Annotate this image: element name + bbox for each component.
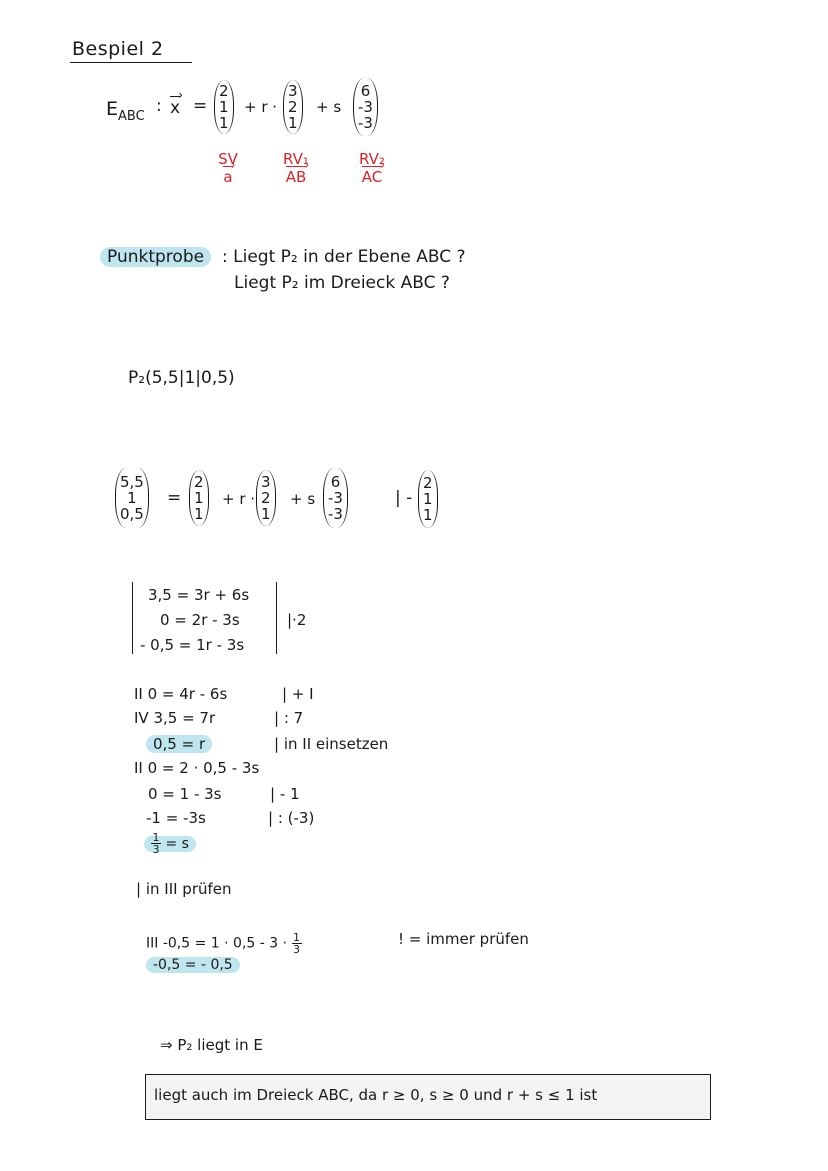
direction-vector-2: 6 -3 -3: [353, 78, 378, 136]
step-6: -1 = -3s: [146, 809, 206, 827]
system-row-1: 3,5 = 3r + 6s: [148, 586, 250, 604]
step-6-op: | : (-3): [268, 809, 315, 827]
direction-vector-1: 3 2 1: [283, 80, 303, 134]
question-1: : Liegt P₂ in der Ebene ABC ?: [222, 247, 466, 267]
plus-r: + r ·: [244, 98, 278, 116]
step-3-op: | in II einsetzen: [274, 735, 389, 753]
check-result: -0,5 = - 0,5: [146, 957, 240, 973]
system-row-2: 0 = 2r - 3s: [160, 611, 240, 629]
page-title: Bespiel 2: [72, 38, 164, 60]
eq-direction-vector-2: 6 -3 -3: [323, 468, 348, 528]
system-op: |·2: [287, 611, 307, 629]
check-equation: III -0,5 = 1 · 0,5 - 3 · $\frac{1}{3}$: [146, 931, 301, 956]
eq-direction-vector-1: 3 2 1: [256, 470, 276, 526]
rv1-note: RV₁ AB ›: [276, 150, 316, 186]
step-5-op: | - 1: [270, 785, 300, 803]
final-box: [145, 1074, 711, 1120]
system-row-3: - 0,5 = 1r - 3s: [140, 636, 245, 654]
title-underline: [70, 62, 192, 63]
note: ! = immer prüfen: [398, 930, 529, 948]
eq-plus-r: + r ·: [222, 490, 256, 508]
support-vector: 2 1 1: [214, 80, 234, 134]
plus-s: + s: [316, 98, 342, 116]
plane-colon: :: [156, 96, 162, 116]
rv2-note: RV₂ AC ›: [352, 150, 392, 186]
eq-support-vector: 2 1 1: [189, 470, 209, 526]
system-left-bar: [132, 582, 133, 654]
final-statement: liegt auch im Dreieck ABC, da r ≥ 0, s ≥ 0 und r + s ≤ 1 ist: [154, 1086, 598, 1104]
check-label: | in III prüfen: [136, 880, 232, 898]
lhs-vector: 5,5 1 0,5: [115, 468, 149, 528]
eq-equals: =: [167, 488, 182, 508]
conclusion: ⇒ P₂ liegt in E: [160, 1036, 263, 1054]
step-5: 0 = 1 - 3s: [148, 785, 222, 803]
step-2: IV 3,5 = 7r: [134, 709, 216, 727]
eq-subtract-op: | -: [395, 488, 413, 508]
plane-label: $E_{ABC}$: [106, 98, 145, 124]
eq-subtract-vector: 2 1 1: [418, 470, 438, 528]
eq-plus-s: + s: [290, 490, 316, 508]
x-vector-symbol: x ›: [170, 98, 180, 118]
plane-equals: =: [193, 96, 208, 116]
question-2: Liegt P₂ im Dreieck ABC ?: [234, 273, 450, 293]
punktprobe-label: Punktprobe: [100, 247, 211, 267]
step-2-op: | : 7: [274, 709, 304, 727]
step-3: 0,5 = r: [146, 735, 212, 753]
step-1: II 0 = 4r - 6s: [134, 685, 228, 703]
step-4: II 0 = 2 · 0,5 - 3s: [134, 759, 260, 777]
system-right-bar: [276, 582, 277, 654]
sv-note: SV a ›: [211, 150, 245, 186]
step-1-op: | + I: [282, 685, 314, 703]
point-p2: P₂(5,5|1|0,5): [128, 368, 235, 388]
s-result: $\frac{1}{3}$ = s: [144, 832, 196, 855]
